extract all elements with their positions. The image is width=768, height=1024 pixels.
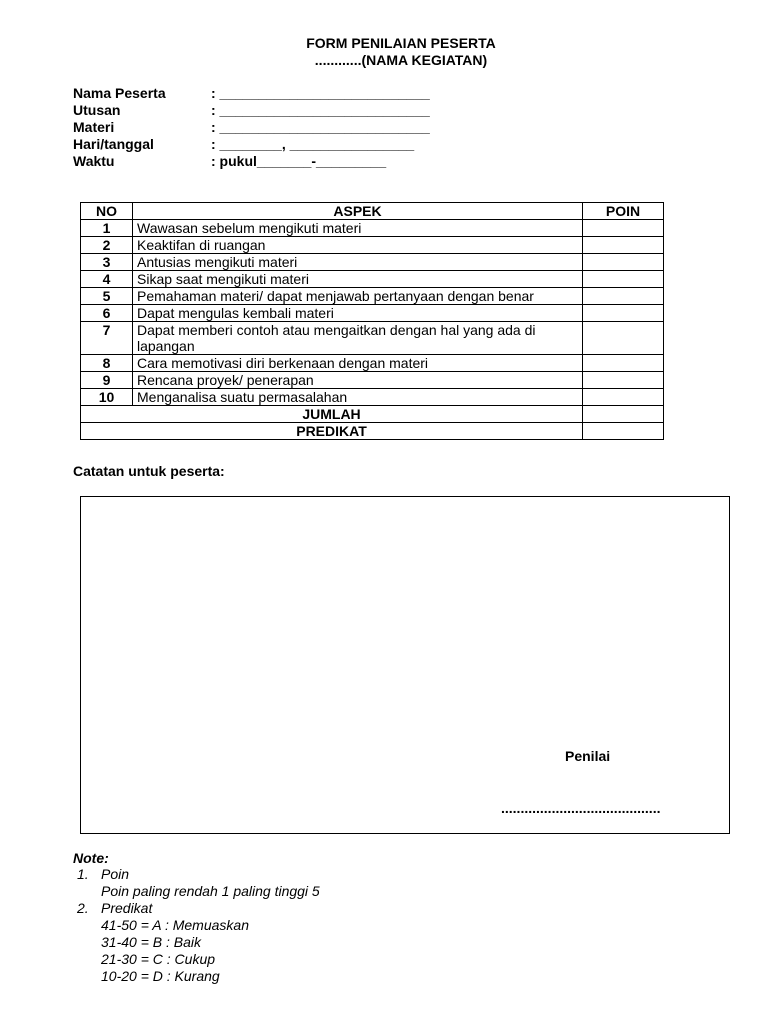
note-item-line: 10-20 = D : Kurang — [101, 968, 220, 984]
header-poin: POIN — [583, 203, 664, 220]
row-poin-cell[interactable] — [583, 372, 664, 389]
row-aspek: Pemahaman materi/ dapat menjawab pertanyaan dengan benar — [133, 288, 583, 305]
table-row — [81, 372, 664, 389]
field-label-materi: Materi — [73, 119, 115, 135]
catatan-box[interactable] — [80, 496, 730, 834]
field-value-waktu: : pukul_______-_________ — [211, 153, 387, 169]
note-item-line: 31-40 = B : Baik — [101, 934, 202, 950]
row-no: 7 — [81, 322, 133, 355]
row-poin-cell[interactable] — [583, 305, 664, 322]
penilai-label: Penilai — [565, 748, 611, 764]
row-poin-cell[interactable] — [583, 389, 664, 406]
row-aspek: Keaktifan di ruangan — [133, 237, 583, 254]
note-item-number: 1. — [77, 866, 89, 882]
note-item-line: 41-50 = A : Memuaskan — [101, 917, 249, 933]
row-no: 4 — [81, 271, 133, 288]
field-value-materi: : ___________________________ — [211, 119, 430, 135]
catatan-label: Catatan untuk peserta: — [73, 463, 225, 479]
note-item-line: 21-30 = C : Cukup — [101, 951, 216, 967]
field-value-utusan: : ___________________________ — [211, 102, 430, 118]
table-row — [81, 355, 664, 372]
note-item-number: 2. — [77, 900, 89, 916]
row-poin-cell[interactable] — [583, 322, 664, 355]
field-label-waktu: Waktu — [73, 153, 115, 169]
form-title: FORM PENILAIAN PESERTA — [306, 35, 496, 51]
row-aspek: Wawasan sebelum mengikuti materi — [133, 220, 583, 237]
header-aspek: ASPEK — [133, 203, 583, 220]
field-label-utusan: Utusan — [73, 102, 121, 118]
row-aspek: Sikap saat mengikuti materi — [133, 271, 583, 288]
predikat-cell[interactable] — [583, 423, 664, 440]
row-no: 2 — [81, 237, 133, 254]
table-row — [81, 237, 664, 254]
table-row — [81, 389, 664, 406]
signature-line: ......................................... — [501, 800, 661, 816]
table-row — [81, 271, 664, 288]
table-row — [81, 288, 664, 305]
assessment-table — [80, 202, 664, 440]
jumlah-label: JUMLAH — [81, 406, 583, 423]
table-row — [81, 305, 664, 322]
row-aspek: Dapat memberi contoh atau mengaitkan dengan hal yang ada di lapangan — [133, 322, 583, 355]
field-label-hari: Hari/tanggal — [73, 136, 154, 152]
row-aspek: Dapat mengulas kembali materi — [133, 305, 583, 322]
row-no: 10 — [81, 389, 133, 406]
field-label-nama: Nama Peserta — [73, 85, 166, 101]
field-value-nama: : ___________________________ — [211, 85, 430, 101]
row-no: 9 — [81, 372, 133, 389]
note-item-title: Poin — [101, 866, 130, 882]
note-heading: Note: — [73, 850, 109, 866]
note-item-line: Poin paling rendah 1 paling tinggi 5 — [101, 883, 320, 899]
field-value-hari: : ________, ________________ — [211, 136, 415, 152]
table-row — [81, 220, 664, 237]
row-poin-cell[interactable] — [583, 254, 664, 271]
table-row — [81, 322, 664, 355]
row-poin-cell[interactable] — [583, 237, 664, 254]
table-header-row — [81, 203, 664, 220]
row-aspek: Rencana proyek/ penerapan — [133, 372, 583, 389]
header-no: NO — [81, 203, 133, 220]
predikat-row — [81, 423, 664, 440]
row-no: 5 — [81, 288, 133, 305]
row-poin-cell[interactable] — [583, 288, 664, 305]
row-no: 8 — [81, 355, 133, 372]
row-no: 3 — [81, 254, 133, 271]
row-no: 1 — [81, 220, 133, 237]
row-aspek: Menganalisa suatu permasalahan — [133, 389, 583, 406]
row-aspek: Antusias mengikuti materi — [133, 254, 583, 271]
predikat-label: PREDIKAT — [81, 423, 583, 440]
row-poin-cell[interactable] — [583, 355, 664, 372]
row-poin-cell[interactable] — [583, 220, 664, 237]
row-no: 6 — [81, 305, 133, 322]
row-poin-cell[interactable] — [583, 271, 664, 288]
jumlah-cell[interactable] — [583, 406, 664, 423]
row-aspek: Cara memotivasi diri berkenaan dengan materi — [133, 355, 583, 372]
table-row — [81, 254, 664, 271]
event-name: ............(NAMA KEGIATAN) — [314, 52, 488, 68]
jumlah-row — [81, 406, 664, 423]
note-item-title: Predikat — [101, 900, 153, 916]
